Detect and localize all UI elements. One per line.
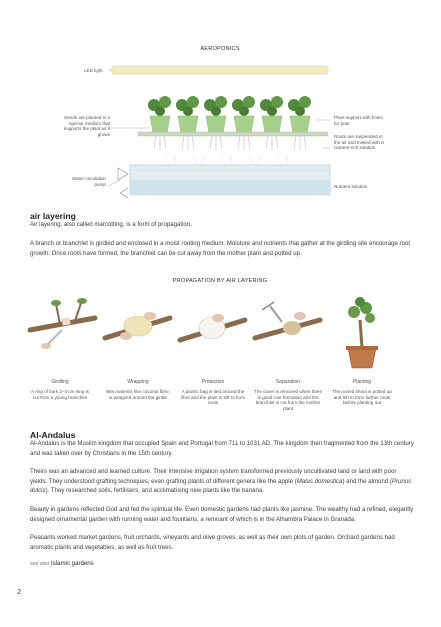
page-number: 2 <box>17 587 22 596</box>
step-label-girdling: Girdling <box>51 379 69 385</box>
al-andalus-paragraph-4: Peasants worked market gardens, fruit orchards, vineyards and olive groves, as well as their own plots of garden. Orchard gardens had aromatic plants and vegetables, as well as fruit trees. <box>30 534 395 551</box>
see-also-link[interactable]: Islamic gardens <box>51 560 94 567</box>
pots-row <box>150 116 310 133</box>
girdling-illustration <box>30 298 95 349</box>
roots-label: Roots are suspended in the air and misted with a nutrient-rich solution <box>334 134 384 151</box>
plant-support-tray <box>138 132 328 136</box>
air-layering-illustrations <box>0 288 441 378</box>
plants-row <box>148 96 311 116</box>
step-desc-planting: The rooted shoot is potted up and left to form further roots before planting out <box>332 389 392 406</box>
roots <box>154 136 306 150</box>
plant-support-label: Plant support with holes for pots <box>334 115 383 126</box>
see-also <box>30 559 230 570</box>
wrapping-illustration <box>105 312 170 340</box>
step-label-separation: Separation <box>275 379 301 385</box>
air-layering-heading: air layering <box>30 211 76 221</box>
separation-illustration <box>255 302 320 338</box>
air-layering-figure-title: PROPAGATION BY AIR LAYERING <box>172 278 268 284</box>
step-label-protection: Protection <box>201 379 225 385</box>
step-desc-separation: The cover is removed when there is good root formation and the branchlet is cut from the mother plant <box>253 389 323 411</box>
water-pump-label: Water circulation pump <box>71 176 106 187</box>
air-layering-intro: Air layering, also called marcotting, is a form of propagation. <box>30 221 192 228</box>
al-andalus-paragraph-3: Beauty in gardens reflected God and fed the spiritual life. Even domestic gardens had plants like jasmine. The wealthy had a refined, elegantly designed ornamental garden with running water and fountains, a remnant of which is in the Alhambra Palace in Granada. <box>30 506 414 523</box>
step-label-planting: Planting <box>352 379 372 385</box>
protection-illustration <box>180 314 245 340</box>
al-andalus-paragraph-2: Theirs was an advanced and learned culture. Their intensive irrigation system transformed previously uncultivated land or land with poor yields. They understood grafting techniques, even grafting plants of different genera like the apple (Malus domestica) and the almond (Prunus dulcis). They researched soils, fertilisers, and acclimatising new plants like the banana. <box>30 468 412 495</box>
al-andalus-heading: Al-Andalus <box>30 430 76 440</box>
nutrient-label: Nutrient solution <box>334 184 368 189</box>
led-light-label: LED light <box>84 68 103 73</box>
step-desc-girdling: A ring of bark 2–4 cm long is cut from a young branchlet <box>31 389 89 400</box>
planting-illustration <box>346 297 378 368</box>
circulation-pump <box>118 168 128 180</box>
mist <box>164 155 288 165</box>
air-layering-paragraph: A branch or branchlet is girdled and enclosed in a moist rooting medium. Moisture and nutrients that gather at the girdling site encourage root growth. Once roots have formed, the branchlet can be cut away from the mother plant and potted up. <box>30 240 411 257</box>
step-desc-wrapping: Wet material, like coconut fibre, is wrapped around the girdle <box>106 389 170 400</box>
al-andalus-paragraph-1: Al-Andalus is the Muslim kingdom that occupied Spain and Portugal from 711 to 1031 AD. The kingdom then fragmented from the 13th century and was taken over by Christians in the 15th century. <box>30 440 414 457</box>
aeroponics-title: AEROPONICS <box>200 46 240 52</box>
step-desc-protection: A plastic bag is tied around the fibre and the plant is left to form roots <box>180 389 246 406</box>
see-also-prefix: see also <box>30 561 50 567</box>
led-light-bar <box>112 66 328 74</box>
step-label-wrapping: Wrapping <box>127 379 149 385</box>
seeds-label: Seeds are planted in a special medium that supports the plant as it grows <box>63 115 110 137</box>
